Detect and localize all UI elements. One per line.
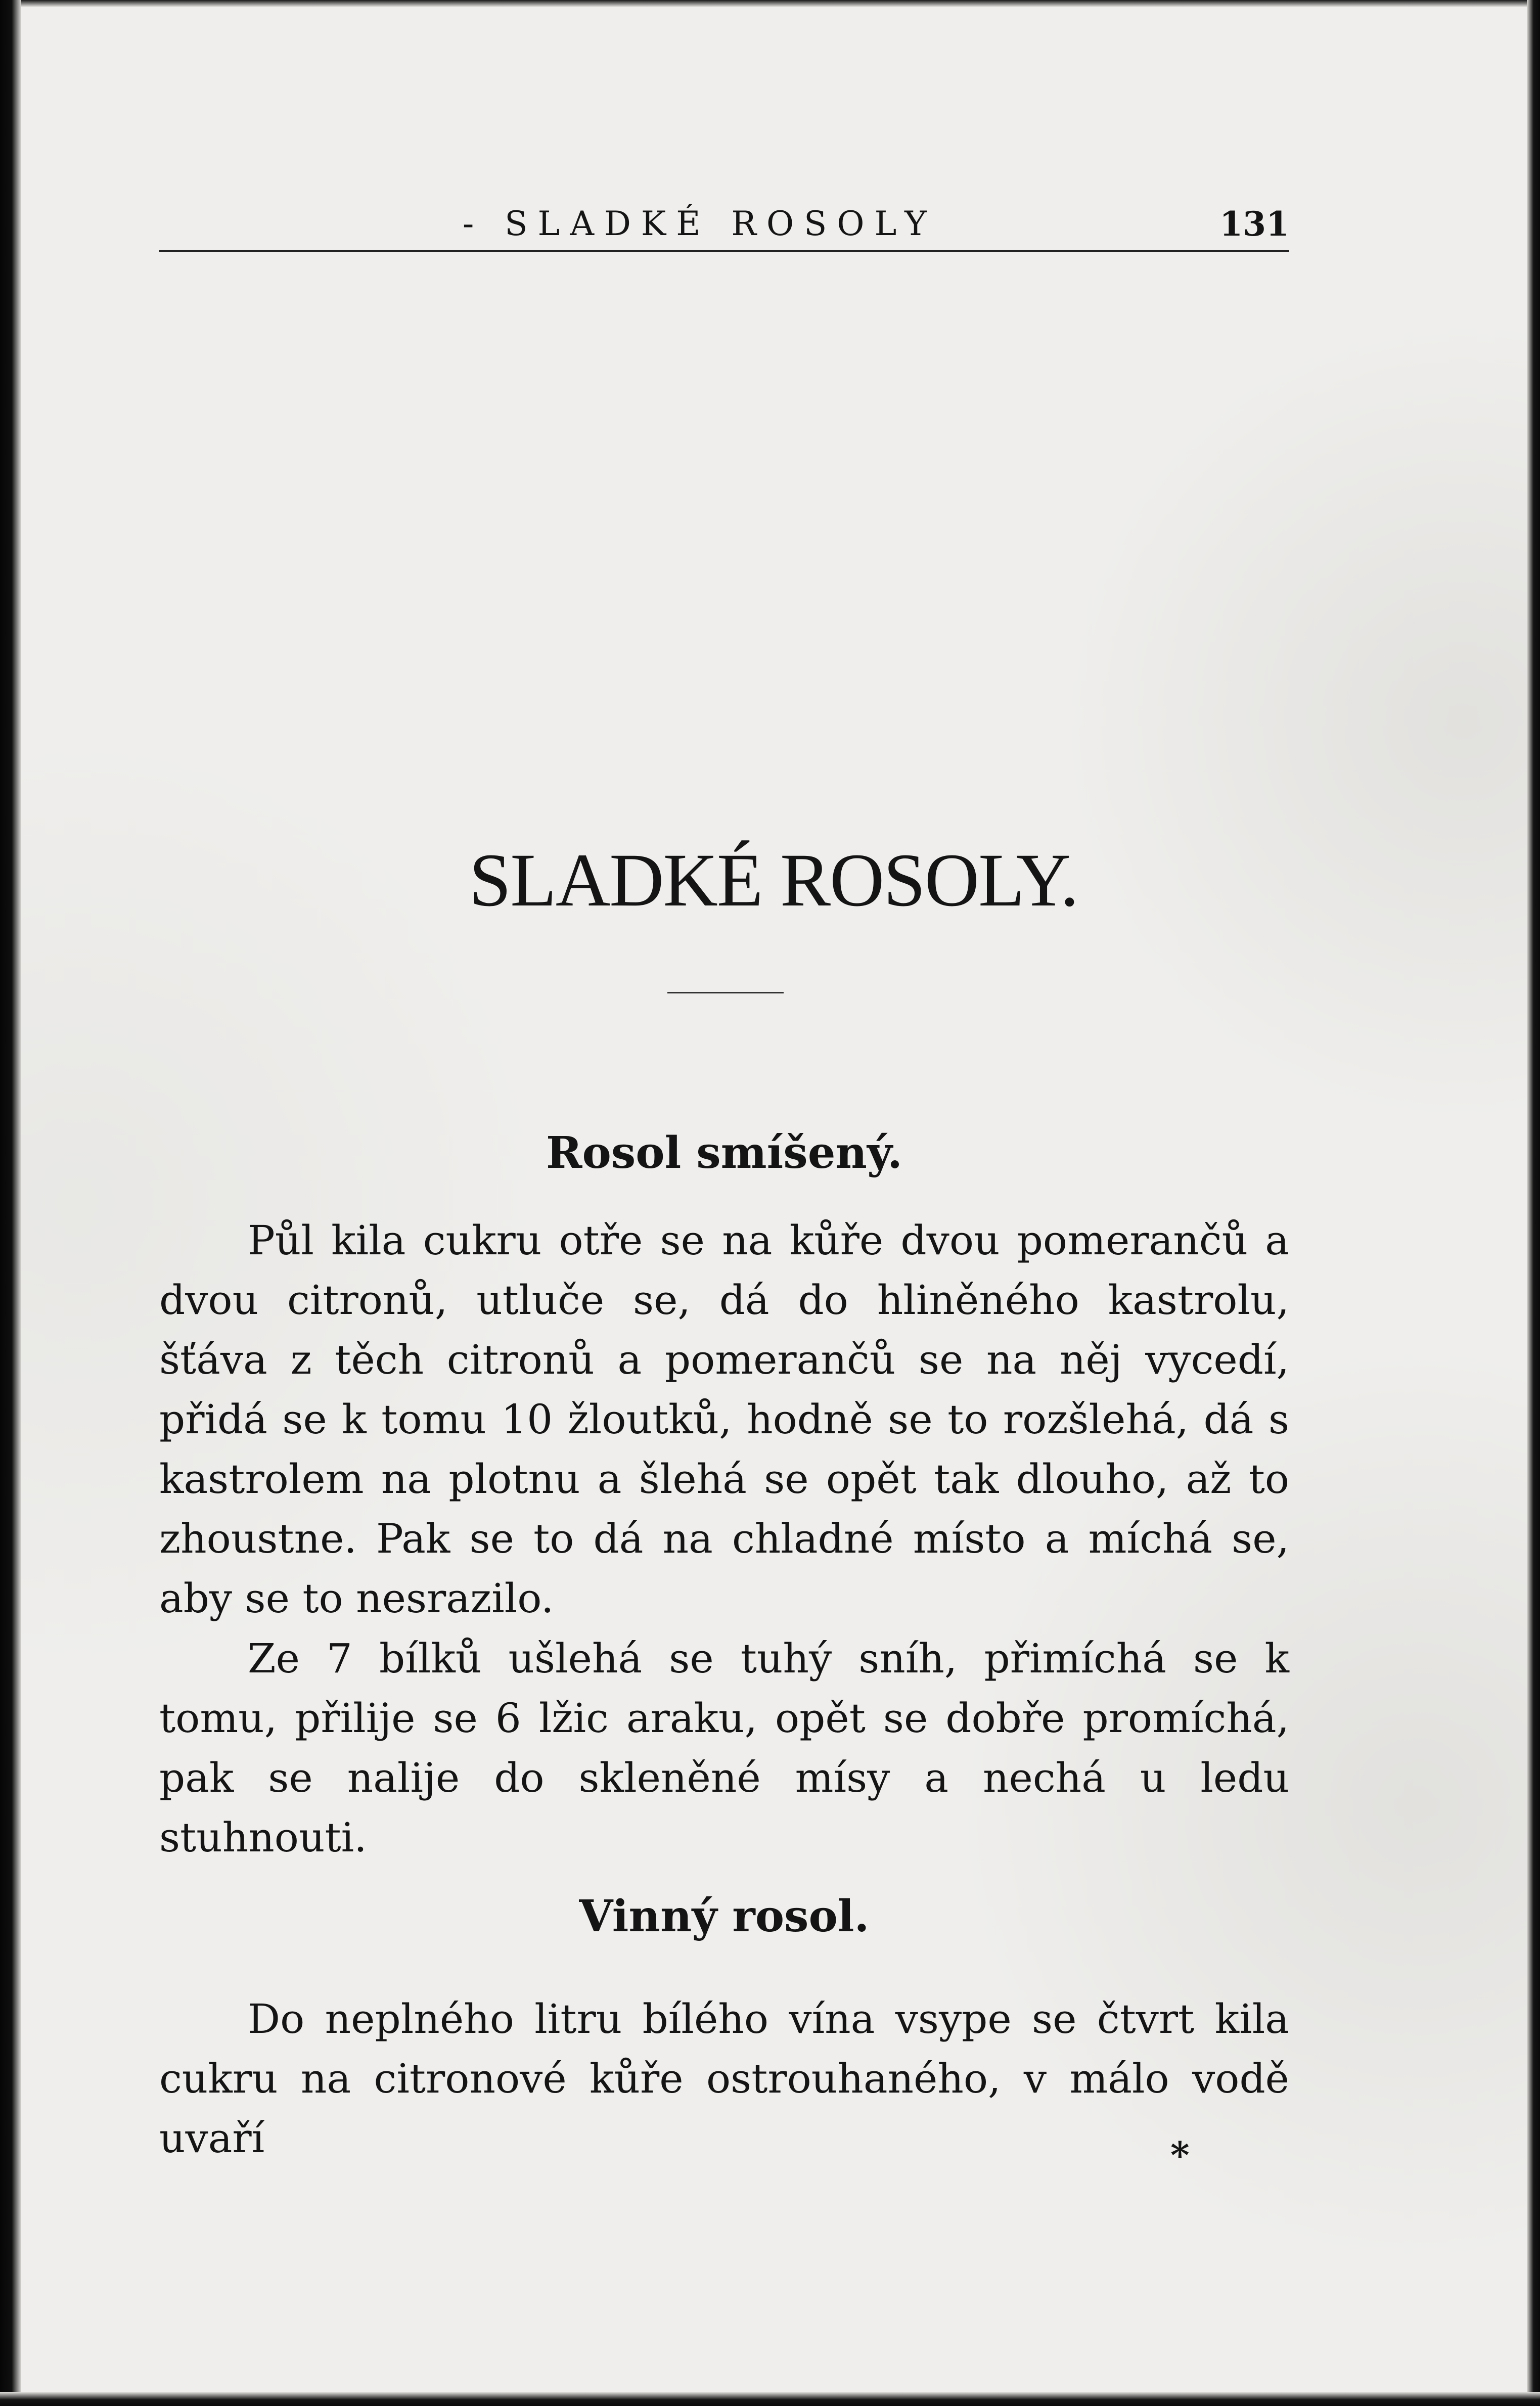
- scan-edge-top: [0, 0, 1540, 7]
- signature-mark: *: [1170, 2133, 1190, 2176]
- paragraph: Půl kila cukru otře se na kůře dvou pomerančů a dvou citronů, utluče se, dá do hliněného kastrolu, šťáva z těch citronů a pomerančů se na něj vycedí, přidá se k tomu 10 žloutků, hodně se to rozšlehá, dá s kastrolem na plotnu a šlehá se opět tak dlouho, až to zhoustne. Pak se to dá na chladné místo a míchá se, aby se to nesrazilo.: [159, 1217, 1289, 1622]
- section-heading-rosol-smiseny: Rosol smíšený.: [546, 1127, 902, 1178]
- scan-edge-right: [1527, 0, 1540, 2406]
- scan-edge-bottom: [0, 2392, 1540, 2406]
- paragraph: Ze 7 bílků ušlehá se tuhý sníh, přimíchá se k tomu, přilije se 6 lžic araku, opět se dobře promíchá, pak se nalije do skleněné mísy a nechá u ledu stuhnouti.: [159, 1635, 1289, 1861]
- chapter-title: SLADKÉ ROSOLY.: [469, 838, 1078, 922]
- scan-edge-left: [0, 0, 21, 2406]
- section-heading-vinny-rosol: Vinný rosol.: [579, 1891, 870, 1942]
- paragraph: Do neplného litru bílého vína vsype se čtvrt kila cukru na citronové kůře ostrouhaného, v málo vodě uvaří: [159, 1995, 1289, 2162]
- running-head: [159, 204, 1289, 248]
- running-title: - SLADKÉ ROSOLY: [463, 204, 937, 243]
- header-rule: [159, 250, 1289, 252]
- page-number: 131: [1219, 204, 1289, 244]
- chapter-rule: [667, 992, 784, 993]
